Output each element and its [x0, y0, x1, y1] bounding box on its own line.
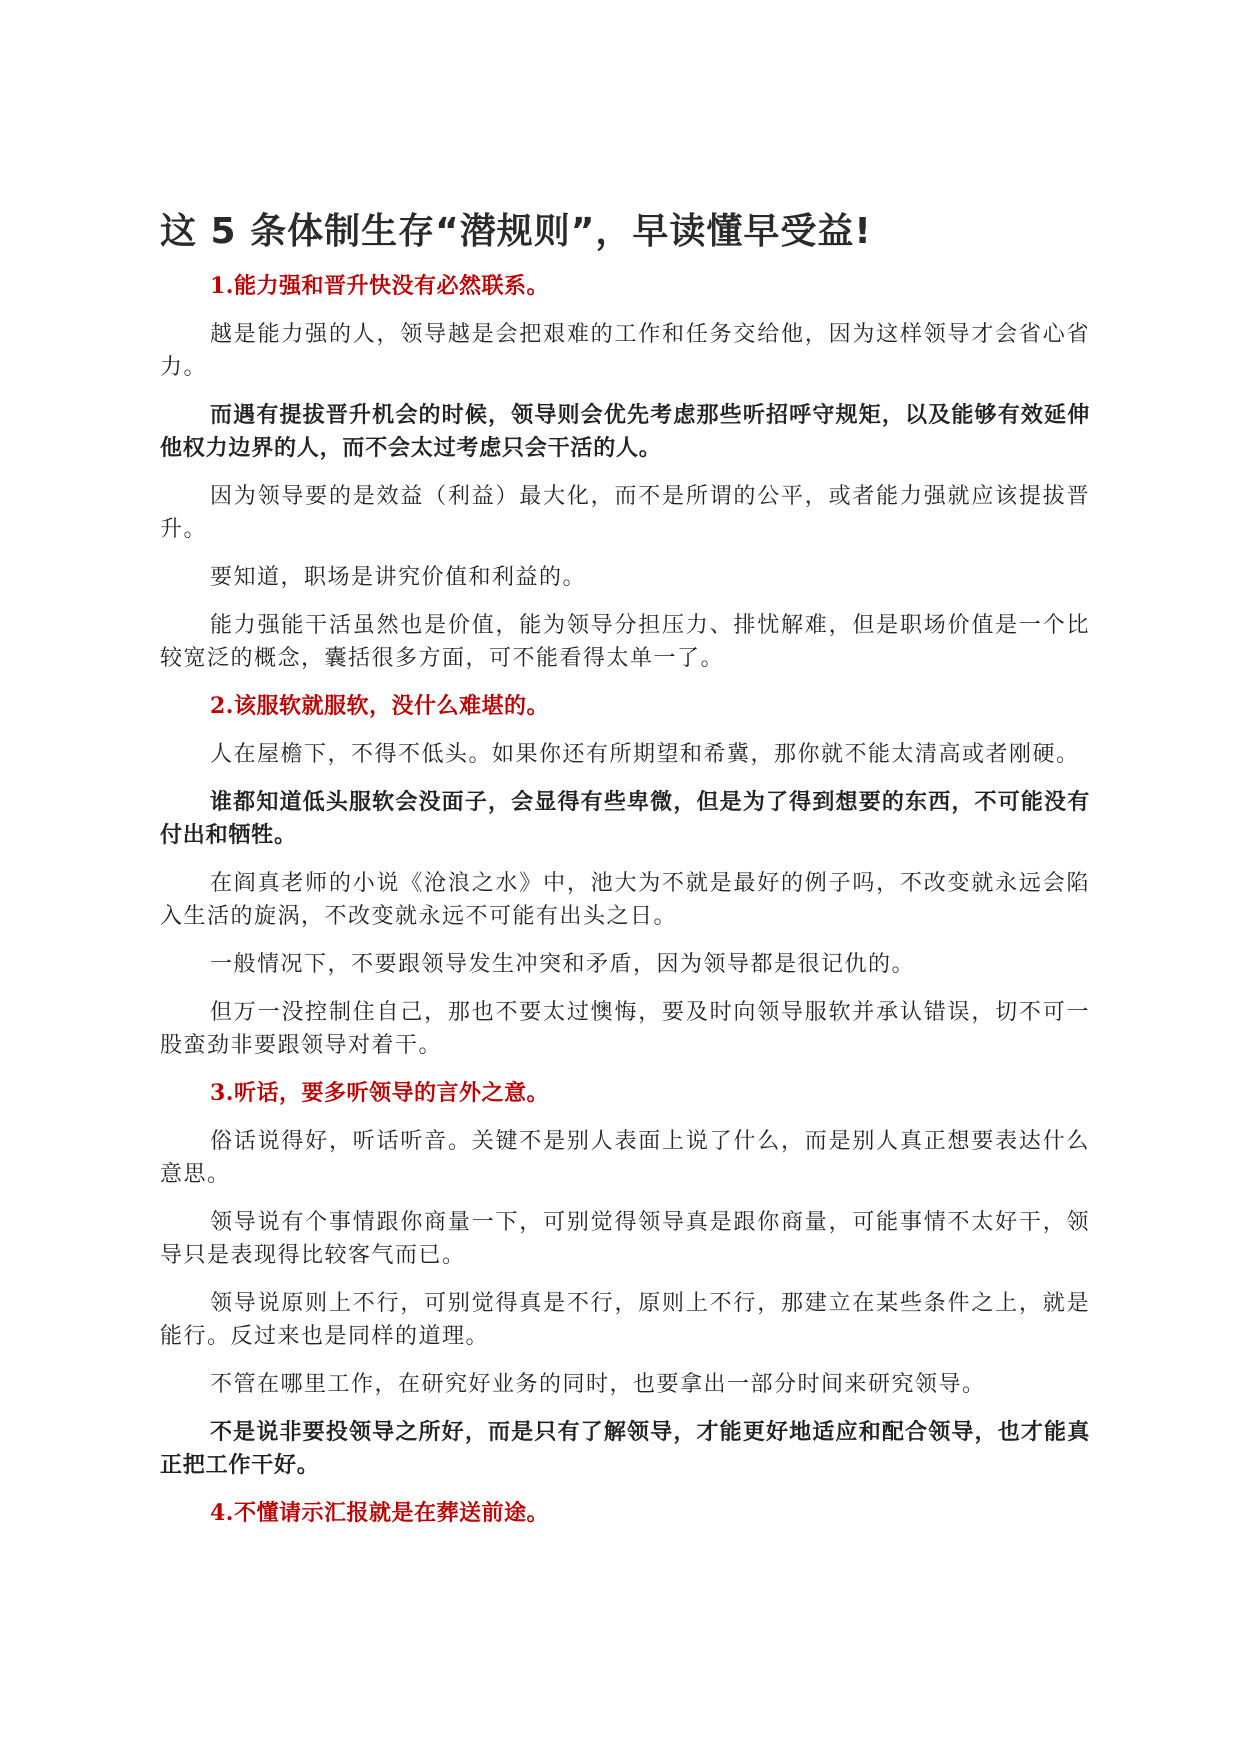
section-heading-2: 2.该服软就服软，没什么难堪的。 — [210, 693, 549, 719]
paragraph: 因为领导要的是效益（利益）最大化，而不是所谓的公平，或者能力强就应该提拔晋升。 — [160, 484, 1090, 542]
section-heading-3: 3.听话，要多听领导的言外之意。 — [210, 1080, 549, 1106]
paragraph: 领导说有个事情跟你商量一下，可别觉得领导真是跟你商量，可能事情不太好干，领导只是表现得比较客气而已。 — [160, 1210, 1090, 1268]
paragraph: 人在屋檐下，不得不低头。如果你还有所期望和希冀，那你就不能太清高或者刚硬。 — [210, 742, 1080, 767]
bold-paragraph: 不是说非要投领导之所好，而是只有了解领导，才能更好地适应和配合领导，也才能真正把工作干好。 — [160, 1419, 1090, 1478]
paragraph: 领导说原则上不行，可别觉得真是不行，原则上不行，那建立在某些条件之上，就是能行。反过来也是同样的道理。 — [160, 1291, 1090, 1349]
paragraph: 但万一没控制住自己，那也不要太过懊悔，要及时向领导服软并承认错误，切不可一股蛮劲非要跟领导对着干。 — [160, 1000, 1090, 1058]
paragraph: 一般情况下，不要跟领导发生冲突和矛盾，因为领导都是很记仇的。 — [210, 952, 916, 977]
paragraph: 能力强能干活虽然也是价值，能为领导分担压力、排忧解难，但是职场价值是一个比较宽泛的概念，囊括很多方面，可不能看得太单一了。 — [160, 613, 1090, 671]
bold-paragraph: 谁都知道低头服软会没面子，会显得有些卑微，但是为了得到想要的东西，不可能没有付出和牺牲。 — [160, 789, 1090, 848]
document-title: 这 5 条体制生存“潜规则”，早读懂早受益! — [160, 211, 872, 252]
paragraph: 不管在哪里工作，在研究好业务的同时，也要拿出一部分时间来研究领导。 — [210, 1372, 986, 1397]
section-heading-1: 1.能力强和晋升快没有必然联系。 — [210, 273, 549, 299]
paragraph: 在阎真老师的小说《沧浪之水》中，池大为不就是最好的例子吗，不改变就永远会陷入生活的旋涡，不改变就永远不可能有出头之日。 — [160, 871, 1090, 929]
paragraph: 俗话说得好，听话听音。关键不是别人表面上说了什么，而是别人真正想要表达什么意思。 — [160, 1129, 1090, 1187]
paragraph: 要知道，职场是讲究价值和利益的。 — [210, 565, 587, 590]
bold-paragraph: 而遇有提拔晋升机会的时候，领导则会优先考虑那些听招呼守规矩，以及能够有效延伸他权力边界的人，而不会太过考虑只会干活的人。 — [160, 402, 1090, 461]
article-body — [160, 270, 1090, 1545]
paragraph: 越是能力强的人，领导越是会把艰难的工作和任务交给他，因为这样领导才会省心省力。 — [160, 322, 1090, 380]
section-heading-4: 4.不懂请示汇报就是在葬送前途。 — [210, 1500, 549, 1526]
